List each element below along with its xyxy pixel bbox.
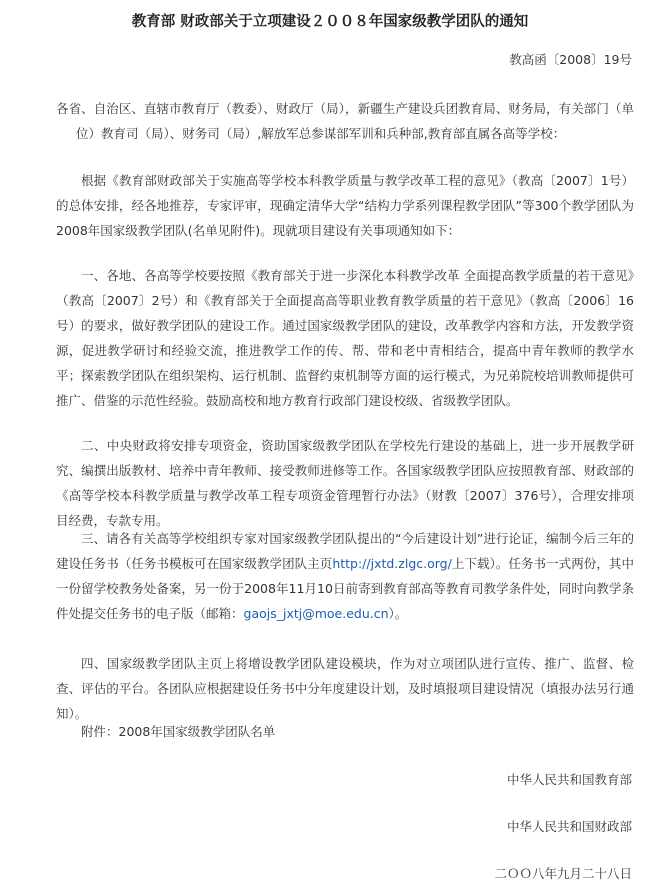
email-link[interactable]: gaojs_jxtj@moe.edu.cn	[243, 606, 389, 621]
intro-paragraph: 根据《教育部财政部关于实施高等学校本科教学质量与教学改革工程的意见》（教高〔2007〕1号）的总体安排，经各地推荐，专家评审，现确定清华大学“结构力学系列课程教学团队”等300个教学团队为2008年国家级教学团队(名单见附件)。现就项目建设有关事项通知如下：	[56, 173, 634, 238]
team-homepage-link[interactable]: http://jxtd.zlgc.org/	[332, 556, 452, 571]
item-two-paragraph: 二、中央财政将安排专项资金，资助国家级教学团队在学校先行建设的基础上，进一步开展教学研究、编撰出版教材、培养中青年教师、接受教师进修等工作。各国家级教学团队应按照教育部、财政部的《高等学校本科教学质量与教学改革工程专项资金管理暂行办法》（财教〔2007〕376号），合理安排项目经费，专款专用。	[56, 438, 634, 528]
signature-date: 二ＯＯ八年九月二十八日	[494, 866, 632, 881]
item-three-text-part2: 上下载）。任务书一式两份，其中一份留学校教务处备案，另一份于2008年11月10日前寄到教育部高等教育司教学条件处，同时向教学条件处提交任务书的电子版（邮箱：	[56, 556, 634, 621]
item-four-paragraph: 四、国家级教学团队主页上将增设教学团队建设模块，作为对立项团队进行宣传、推广、监督、检查、评估的平台。各团队应根据建设任务书中分年度建设计划，及时填报项目建设情况（填报办法另行通知）。	[56, 656, 634, 721]
signature-moe: 中华人民共和国教育部	[506, 772, 632, 787]
item-three-text-part1: 三、请各有关高等学校组织专家对国家级教学团队提出的“今后建设计划”进行论证，编制今后三年的建设任务书（任务书模板可在国家级教学团队主页	[56, 531, 634, 571]
document-title: 教育部 财政部关于立项建设２００８年国家级教学团队的通知	[131, 14, 529, 30]
document-number: 教高函〔2008〕19号	[509, 52, 632, 67]
signature-mof: 中华人民共和国财政部	[506, 819, 632, 834]
item-three-text-part3: ）。	[388, 606, 408, 621]
attachment-line: 附件：2008年国家级教学团队名单	[81, 724, 276, 739]
item-three-paragraph	[56, 526, 634, 626]
item-one-paragraph: 一、各地、各高等学校要按照《教育部关于进一步深化本科教学改革 全面提高教学质量的若干意见》（教高〔2007〕2号）和《教育部关于全面提高高等职业教育教学质量的若干意见》（教高〔2006〕16号）的要求，做好教学团队的建设工作。通过国家级教学团队的建设，改革教学内容和方法，开发教学资源，促进教学研讨和经验交流，推进教学工作的传、帮、带和老中青相结合，提高中青年教师的教学水平；探索教学团队在组织架构、运行机制、监督约束机制等方面的运行模式，为兄弟院校培训教师提供可推广、借鉴的示范性经验。鼓励高校和地方教育行政部门建设校级、省级教学团队。	[56, 268, 634, 408]
addressee-paragraph: 各省、自治区、直辖市教育厅（教委）、财政厅（局），新疆生产建设兵团教育局、财务局，有关部门（单位）教育司（局）、财务司（局）,解放军总参谋部军训和兵种部,教育部直属各高等学校：	[56, 101, 634, 141]
